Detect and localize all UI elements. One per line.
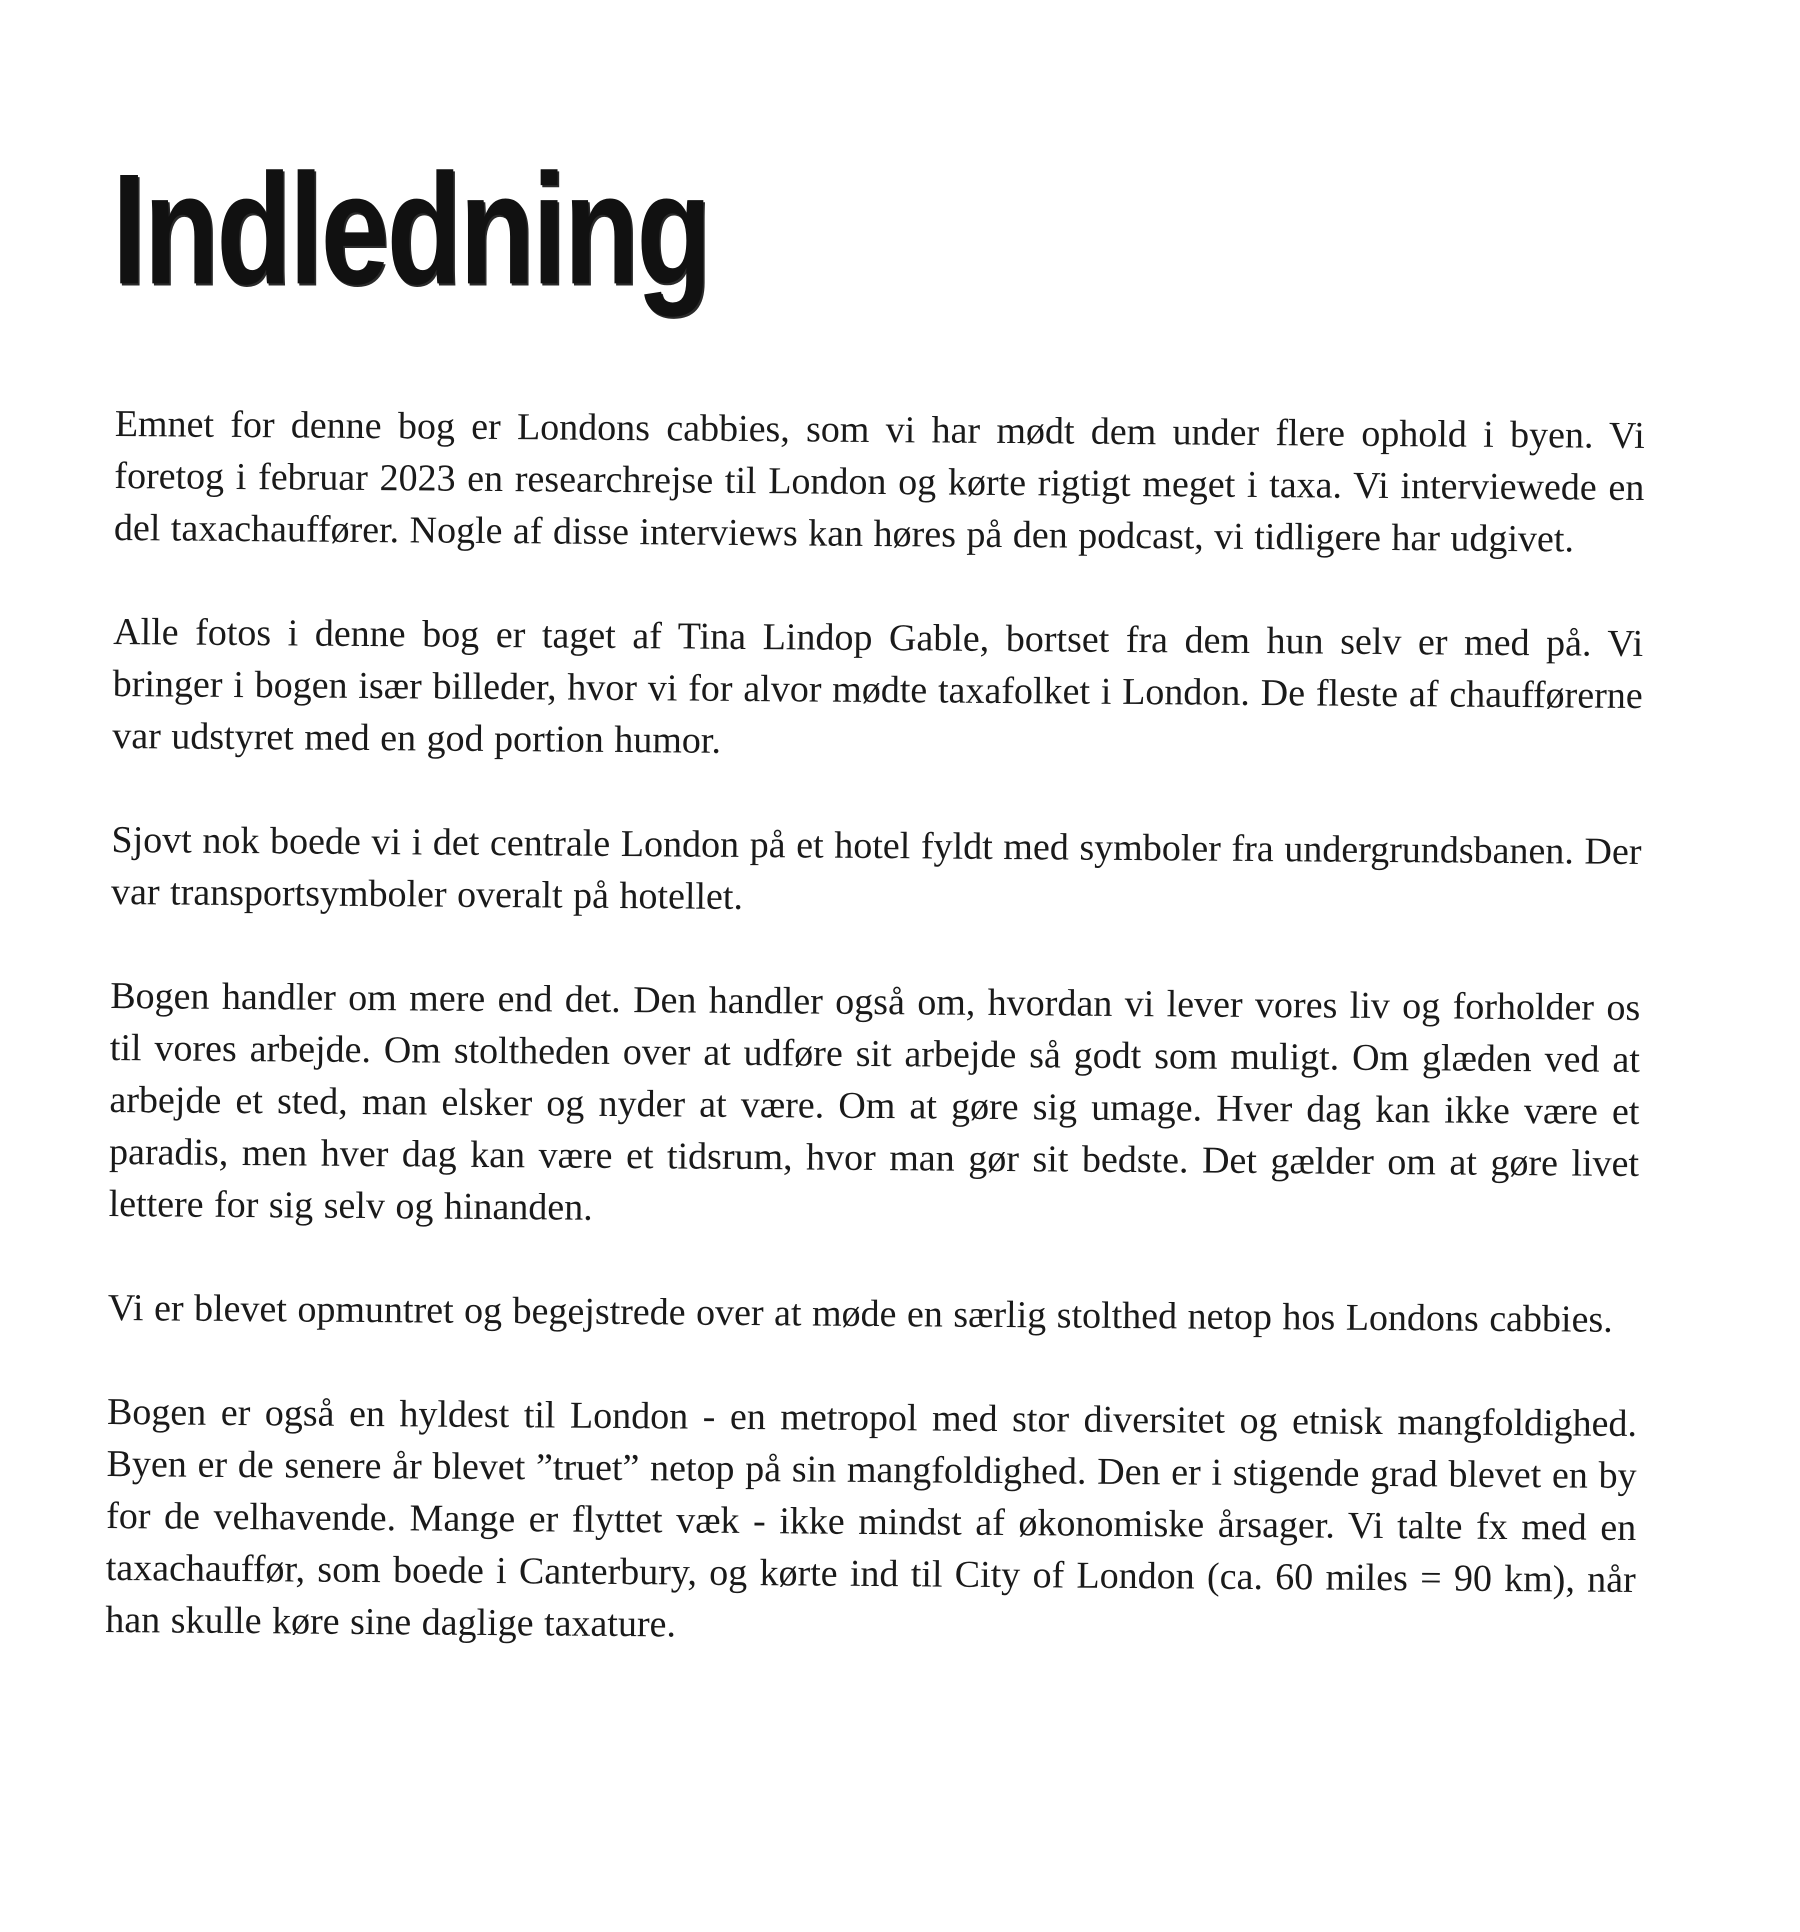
page-title: Indledning	[112, 140, 710, 317]
paragraph-5: Vi er blevet opmuntret og begejstrede over at møde en særlig stolthed netop hos Londons cabbies.	[107, 1286, 1613, 1341]
paragraph-6: Bogen er også en hyldest til London - en metropol med stor diversitet og etnisk mangfoldighed. Byen er de senere år blevet ”truet” netop på sin mangfoldighed. Den er i stigende grad blevet en by for de velhavende. Mange er flyttet væk - ikke mindst af økonomiske årsager. Vi talte fx med en taxachauffør, som boede i Canterbury, og kørte ind til City of London (ca. 60 miles = 90 km), når han skulle køre sine daglige taxature.	[105, 1390, 1638, 1646]
paragraph-2: Alle fotos i denne bog er taget af Tina Lindop Gable, bortset fra dem hun selv er med på. Vi bringer i bogen især billeder, hvor vi for alvor mødte taxafolket i London. De fleste af chaufførerne var udstyret med en god portion humor.	[112, 610, 1644, 762]
paragraph-4: Bogen handler om mere end det. Den handler også om, hvordan vi lever vores liv og forholder os til vores arbejde. Om stoltheden over at udføre sit arbejde så godt som muligt. Om glæden ved at arbejde et sted, man elsker og nyder at være. Om at gøre sig umage. Hver dag kan ikke være et paradis, men hver dag kan være et tidsrum, hvor man gør sit bedste. Det gælder om at gøre livet lettere for sig selv og hinanden.	[108, 974, 1641, 1229]
paragraph-3: Sjovt nok boede vi i det centrale London på et hotel fyldt med symboler fra undergrundsbanen. Der var transportsymboler overalt på hotellet.	[110, 818, 1642, 918]
paragraph-1: Emnet for denne bog er Londons cabbies, som vi har mødt dem under flere ophold i byen. Vi foretog i februar 2023 en researchrejse til London og kørte rigtigt meget i taxa. Vi interviewede en del taxachauffører. Nogle af disse interviews kan høres på den podcast, vi tidligere har udgivet.	[113, 402, 1645, 561]
body-text	[105, 398, 1645, 1658]
